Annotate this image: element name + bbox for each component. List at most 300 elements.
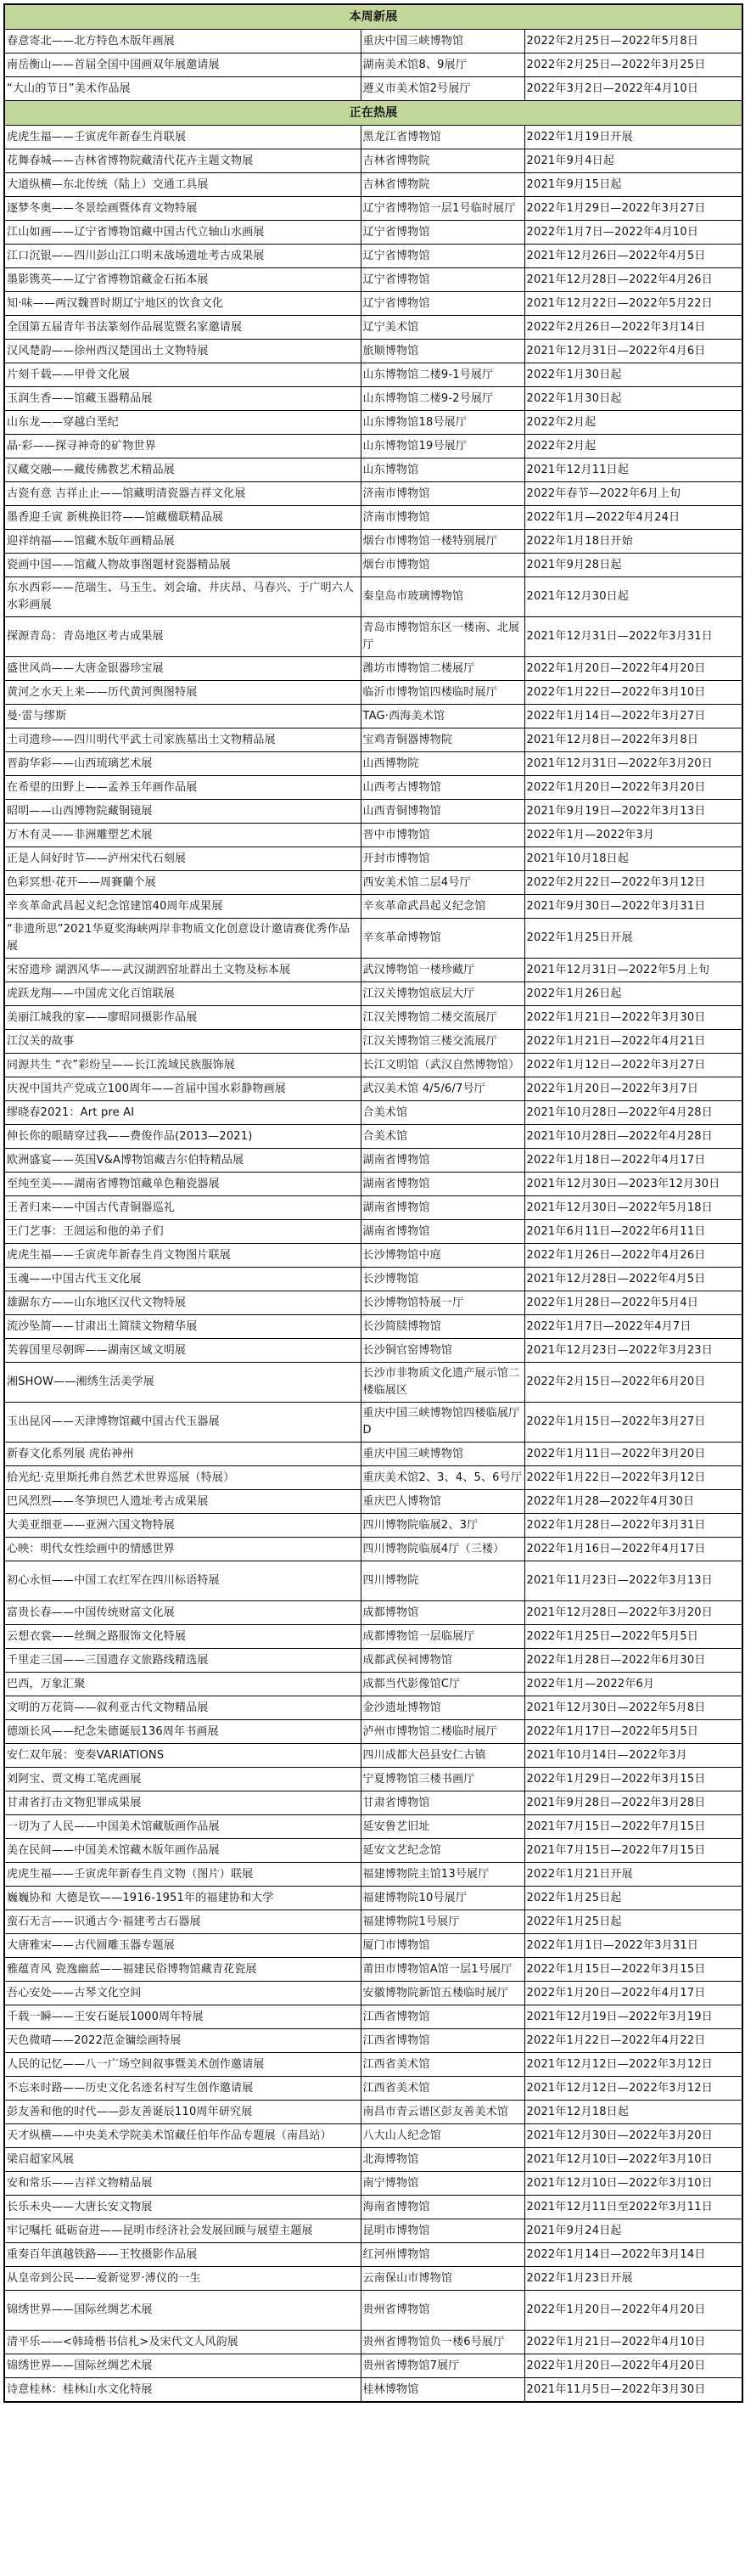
dates-cell: 2022年1月17日—2022年5月5日 [524, 1720, 742, 1744]
table-row [4, 1339, 742, 1363]
exhibition-name-cell: 大美亚细亚——亚洲六国文物特展 [4, 1514, 361, 1538]
venue-cell: 山西考古博物馆 [361, 776, 524, 800]
exhibition-name-cell: 曼·雷与缪斯 [4, 705, 361, 728]
exhibition-name-cell: “大山的节日”美术作品展 [4, 77, 361, 101]
exhibition-name-cell: 逐梦冬奥——冬景绘画暨体育文物特展 [4, 197, 361, 221]
table-row [4, 2029, 742, 2053]
exhibition-name-cell: 巴风烈烈——冬笋坝巴人遗址考古成果展 [4, 1490, 361, 1514]
dates-cell: 2022年1月26日起 [524, 982, 742, 1006]
exhibition-name-cell: 重奏百年滇越铁路——王牧摄影作品展 [4, 2243, 361, 2267]
dates-cell: 2022年1月20日—2022年4月20日 [524, 657, 742, 681]
exhibition-name-cell: 梁启超家风展 [4, 2148, 361, 2172]
table-row [4, 1720, 742, 1744]
table-row [4, 435, 742, 458]
venue-cell: 江汉关博物馆三楼交流展厅 [361, 1030, 524, 1054]
dates-cell: 2021年9月24日起 [524, 2219, 742, 2243]
table-row [4, 1006, 742, 1030]
venue-cell: 南昌市青云谱区彭友善美术馆 [361, 2101, 524, 2124]
venue-cell: 江西省博物馆 [361, 2029, 524, 2053]
table-row [4, 895, 742, 919]
venue-cell: 山东博物馆二楼9-1号展厅 [361, 363, 524, 387]
table-row [4, 1768, 742, 1791]
exhibition-name-cell: 天色微晴——2022范金镛绘画特展 [4, 2029, 361, 2053]
exhibition-name-cell: 王者归来——中国古代青铜器巡礼 [4, 1196, 361, 1220]
table-row [4, 1514, 742, 1538]
dates-cell: 2021年9月28日起 [524, 554, 742, 577]
venue-cell: 黑龙江省博物馆 [361, 126, 524, 149]
dates-cell: 2022年1月29日—2022年3月15日 [524, 1768, 742, 1791]
table-row [4, 1466, 742, 1490]
table-row [4, 657, 742, 681]
exhibition-name-cell: 瓷画中国——馆藏人物故事图题材瓷器精品展 [4, 554, 361, 577]
dates-cell: 2021年12月11日起 [524, 458, 742, 482]
venue-cell: 福建博物院1号展厅 [361, 1910, 524, 1934]
venue-cell: 秦皇岛市玻璃博物馆 [361, 577, 524, 617]
dates-cell: 2022年1月18日—2022年4月17日 [524, 1149, 742, 1173]
exhibition-name-cell: 虎跃龙翔——中国虎文化百馆联展 [4, 982, 361, 1006]
dates-cell: 2022年1月1日—2022年3月31日 [524, 1934, 742, 1958]
exhibition-name-cell: 甘肃省打击文物犯罪成果展 [4, 1791, 361, 1815]
dates-cell: 2021年9月4日起 [524, 149, 742, 173]
exhibition-table-body [4, 4, 742, 2402]
venue-cell: 临沂市博物馆四楼临时展厅 [361, 681, 524, 705]
exhibition-name-cell: 土司遗珍——四川明代平武土司家族墓出土文物精品展 [4, 728, 361, 752]
table-row [4, 681, 742, 705]
dates-cell: 2021年12月8日—2022年3月8日 [524, 728, 742, 752]
table-row [4, 1490, 742, 1514]
venue-cell: 四川博物院临展2、3厅 [361, 1514, 524, 1538]
venue-cell: 长沙博物馆中庭 [361, 1244, 524, 1268]
table-row [4, 1173, 742, 1196]
exhibition-name-cell: 不忘来时路——历史文化名迹名村写生创作邀请展 [4, 2077, 361, 2101]
exhibition-name-cell: 昭明——山西博物院藏铜镜展 [4, 800, 361, 824]
venue-cell: 海南省博物馆 [361, 2196, 524, 2219]
venue-cell: 江西省博物馆 [361, 2005, 524, 2029]
table-row [4, 705, 742, 728]
dates-cell: 2022年春节—2022年6月上旬 [524, 482, 742, 506]
dates-cell: 2022年2月起 [524, 411, 742, 435]
exhibition-name-cell: 伸长你的眼睛穿过我——费俊作品(2013—2021) [4, 1125, 361, 1149]
exhibition-name-cell: 初心永恒——中国工农红军在四川标语特展 [4, 1561, 361, 1601]
venue-cell: 烟台市博物馆一楼特别展厅 [361, 530, 524, 554]
dates-cell: 2021年9月28日—2022年3月28日 [524, 1791, 742, 1815]
dates-cell: 2021年7月15日—2022年7月15日 [524, 1815, 742, 1839]
dates-cell: 2022年1月20日—2022年3月7日 [524, 1077, 742, 1101]
table-row [4, 1934, 742, 1958]
table-row [4, 2267, 742, 2291]
exhibition-name-cell: 虎虎生福——壬寅虎年新春生肖文物（图片）联展 [4, 1863, 361, 1887]
exhibition-name-cell: 知·味——两汉魏晋时期辽宁地区的饮食文化 [4, 292, 361, 316]
dates-cell: 2022年1月7日—2022年4月7日 [524, 1315, 742, 1339]
exhibition-name-cell: 片刻千载——甲骨文化展 [4, 363, 361, 387]
table-row [4, 30, 742, 53]
table-row [4, 1815, 742, 1839]
table-row [4, 1054, 742, 1077]
venue-cell: 吉林省博物院 [361, 173, 524, 197]
venue-cell: 四川博物院临展4厅（三楼） [361, 1538, 524, 1561]
exhibition-name-cell: 长乐未央——大唐长安文物展 [4, 2196, 361, 2219]
venue-cell: 贵州省博物馆 [361, 2291, 524, 2331]
exhibition-name-cell: 拾光纪·克里斯托弗自然艺术世界巡展（特展） [4, 1466, 361, 1490]
dates-cell: 2021年12月19日—2022年3月19日 [524, 2005, 742, 2029]
dates-cell: 2022年1月22日—2022年3月12日 [524, 1466, 742, 1490]
dates-cell: 2022年1月19日开展 [524, 126, 742, 149]
section-title: 正在热展 [4, 101, 742, 126]
venue-cell: 辽宁省博物馆 [361, 268, 524, 292]
dates-cell: 2022年2月26日—2022年3月14日 [524, 316, 742, 340]
exhibition-name-cell: 全国第五届青年书法篆刻作品展览暨名家邀请展 [4, 316, 361, 340]
table-row [4, 847, 742, 871]
exhibition-name-cell: 缪晓春2021：Art pre AI [4, 1101, 361, 1125]
venue-cell: 贵州省博物馆7展厅 [361, 2354, 524, 2378]
exhibition-name-cell: 吾心安处——古琴文化空间 [4, 1982, 361, 2005]
exhibition-name-cell: 汉风楚韵——徐州西汉楚国出土文物特展 [4, 340, 361, 363]
dates-cell: 2022年1月—2022年4月24日 [524, 506, 742, 530]
venue-cell: 合美术馆 [361, 1125, 524, 1149]
venue-cell: 湖南省博物馆 [361, 1220, 524, 1244]
exhibition-name-cell: 汉藏交融——藏传佛教艺术精品展 [4, 458, 361, 482]
table-row [4, 2354, 742, 2378]
dates-cell: 2021年12月28日—2022年4月5日 [524, 1268, 742, 1291]
dates-cell: 2021年12月31日—2022年3月20日 [524, 752, 742, 776]
dates-cell: 2021年9月30日—2022年3月31日 [524, 895, 742, 919]
exhibition-name-cell: 文明的万花筒——叙利亚古代文物精品展 [4, 1696, 361, 1720]
venue-cell: 福建博物院10号展厅 [361, 1887, 524, 1910]
table-row [4, 1538, 742, 1561]
table-row [4, 1244, 742, 1268]
dates-cell: 2022年1月21日—2022年4月10日 [524, 2331, 742, 2354]
venue-cell: 武汉博物馆一楼珍藏厅 [361, 959, 524, 982]
table-row [4, 387, 742, 411]
exhibition-name-cell: 大唐雅宋——古代圆雕玉器专题展 [4, 1934, 361, 1958]
table-row [4, 982, 742, 1006]
table-row [4, 2077, 742, 2101]
venue-cell: 长沙博物馆特展一厅 [361, 1291, 524, 1315]
dates-cell: 2021年12月18日起 [524, 2101, 742, 2124]
dates-cell: 2022年1月21日—2022年4月21日 [524, 1030, 742, 1054]
dates-cell: 2022年1月23日开展 [524, 2267, 742, 2291]
table-row [4, 1101, 742, 1125]
dates-cell: 2021年12月28日—2022年3月20日 [524, 1601, 742, 1625]
exhibition-name-cell: 墨香迎壬寅 新桃换旧符——馆藏楹联精品展 [4, 506, 361, 530]
table-row [4, 530, 742, 554]
dates-cell: 2022年2月25日—2022年5月8日 [524, 30, 742, 53]
dates-cell: 2021年10月28日—2022年4月28日 [524, 1101, 742, 1125]
table-row [4, 1196, 742, 1220]
dates-cell: 2021年12月30日—2022年3月20日 [524, 2124, 742, 2148]
exhibition-name-cell: 千里走三国——三国遗存文旅路线精选展 [4, 1649, 361, 1673]
table-row [4, 1791, 742, 1815]
exhibition-name-cell: 牢记嘱托 砥砺奋进——昆明市经济社会发展回顾与展望主题展 [4, 2219, 361, 2243]
section-header-row [4, 101, 742, 126]
exhibition-name-cell: 流沙坠简——甘肃出土简牍文物精华展 [4, 1315, 361, 1339]
table-row [4, 268, 742, 292]
dates-cell: 2021年12月23日—2022年3月23日 [524, 1339, 742, 1363]
table-row [4, 577, 742, 617]
venue-cell: 辛亥革命武昌起义纪念馆 [361, 895, 524, 919]
table-row [4, 1561, 742, 1601]
venue-cell: 重庆中国三峡博物馆四楼临展厅D [361, 1403, 524, 1443]
venue-cell: 山东博物馆 [361, 458, 524, 482]
table-row [4, 53, 742, 77]
venue-cell: 四川成都大邑县安仁古镇 [361, 1744, 524, 1768]
table-row [4, 1601, 742, 1625]
venue-cell: 湖南省博物馆 [361, 1196, 524, 1220]
venue-cell: 济南市博物馆 [361, 482, 524, 506]
table-row [4, 2005, 742, 2029]
venue-cell: 旅顺博物馆 [361, 340, 524, 363]
dates-cell: 2022年1月14日—2022年3月27日 [524, 705, 742, 728]
venue-cell: 长沙简牍博物馆 [361, 1315, 524, 1339]
exhibition-name-cell: 安仁双年展：变奏VARIATIONS [4, 1744, 361, 1768]
venue-cell: 长江文明馆（武汉自然博物馆） [361, 1054, 524, 1077]
exhibition-name-cell: 诗意桂林：桂林山水文化特展 [4, 2378, 361, 2403]
dates-cell: 2021年12月30日起 [524, 577, 742, 617]
table-row [4, 1149, 742, 1173]
table-row [4, 824, 742, 847]
dates-cell: 2022年2月25日—2022年3月25日 [524, 53, 742, 77]
dates-cell: 2022年1月26日—2022年4月26日 [524, 1244, 742, 1268]
dates-cell: 2022年1月25日—2022年5月5日 [524, 1625, 742, 1649]
dates-cell: 2022年1月20日—2022年4月20日 [524, 2291, 742, 2331]
venue-cell: 辛亥革命博物馆 [361, 919, 524, 959]
exhibition-name-cell: 天才纵横——中央美术学院美术馆藏任伯年作品专题展（南昌站） [4, 2124, 361, 2148]
dates-cell: 2021年12月30日—2023年12月30日 [524, 1173, 742, 1196]
section-title: 本周新展 [4, 4, 742, 30]
table-row [4, 1315, 742, 1339]
venue-cell: TAG·西海美术馆 [361, 705, 524, 728]
table-row [4, 1839, 742, 1863]
dates-cell: 2021年12月31日—2022年3月31日 [524, 617, 742, 657]
table-row [4, 1696, 742, 1720]
table-row [4, 292, 742, 316]
dates-cell: 2022年1月20日—2022年4月20日 [524, 2354, 742, 2378]
dates-cell: 2022年1月20日—2022年4月17日 [524, 1982, 742, 2005]
table-row [4, 1625, 742, 1649]
exhibition-name-cell: 一切为了人民——中国美术馆藏版画作品展 [4, 1815, 361, 1839]
exhibition-name-cell: 欧洲盛宴——英国V&A博物馆藏吉尔伯特精品展 [4, 1149, 361, 1173]
dates-cell: 2022年1月7日—2022年4月10日 [524, 221, 742, 245]
dates-cell: 2021年12月31日—2022年5月上旬 [524, 959, 742, 982]
dates-cell: 2021年12月12日—2022年3月12日 [524, 2077, 742, 2101]
dates-cell: 2021年10月18日起 [524, 847, 742, 871]
exhibition-name-cell: 宋窑遗珍 湖泗风华——武汉湖泗窑址群出土文物及标本展 [4, 959, 361, 982]
exhibition-name-cell: 探源青岛：青岛地区考古成果展 [4, 617, 361, 657]
table-row [4, 1958, 742, 1982]
table-row [4, 411, 742, 435]
venue-cell: 成都当代影像馆C厅 [361, 1673, 524, 1696]
venue-cell: 遵义市美术馆2号展厅 [361, 77, 524, 101]
dates-cell: 2022年1月25日开展 [524, 919, 742, 959]
table-row [4, 2331, 742, 2354]
dates-cell: 2021年10月14日—2022年3月 [524, 1744, 742, 1768]
venue-cell: 辽宁省博物馆 [361, 221, 524, 245]
table-row [4, 2124, 742, 2148]
exhibition-name-cell: 云想衣裳——丝绸之路服饰文化特展 [4, 1625, 361, 1649]
table-row [4, 482, 742, 506]
exhibition-name-cell: 雅蕴青风 瓷逸幽蓝——福建民俗博物馆藏青花瓷展 [4, 1958, 361, 1982]
table-row [4, 77, 742, 101]
venue-cell: 辽宁省博物馆一层1号临时展厅 [361, 197, 524, 221]
venue-cell: 晋中市博物馆 [361, 824, 524, 847]
exhibition-name-cell: 从皇帝到公民——爱新觉罗·溥仪的一生 [4, 2267, 361, 2291]
table-row [4, 2101, 742, 2124]
table-row [4, 617, 742, 657]
table-row [4, 245, 742, 268]
venue-cell: 四川博物院 [361, 1561, 524, 1601]
venue-cell: 延安文艺纪念馆 [361, 1839, 524, 1863]
exhibition-name-cell: 湘SHOW——湘绣生活美学展 [4, 1363, 361, 1403]
table-row [4, 340, 742, 363]
table-row [4, 1403, 742, 1443]
exhibition-name-cell: 德颂长风——纪念朱德诞辰136周年书画展 [4, 1720, 361, 1744]
dates-cell: 2022年2月起 [524, 435, 742, 458]
table-row [4, 776, 742, 800]
dates-cell: 2022年1月—2022年3月 [524, 824, 742, 847]
exhibition-name-cell: 春意寄北——北方特色木版年画展 [4, 30, 361, 53]
dates-cell: 2022年1月29日—2022年3月27日 [524, 197, 742, 221]
exhibition-name-cell: 清平乐——<韩琦楷书信札>及宋代文人风韵展 [4, 2331, 361, 2354]
dates-cell: 2022年1月25日起 [524, 1887, 742, 1910]
table-row [4, 1673, 742, 1696]
venue-cell: 重庆中国三峡博物馆 [361, 1443, 524, 1466]
venue-cell: 贵州省博物馆负一楼6号展厅 [361, 2331, 524, 2354]
table-row [4, 363, 742, 387]
venue-cell: 吉林省博物院 [361, 149, 524, 173]
venue-cell: 辽宁美术馆 [361, 316, 524, 340]
table-row [4, 1982, 742, 2005]
venue-cell: 江汉关博物馆二楼交流展厅 [361, 1006, 524, 1030]
table-row [4, 2378, 742, 2403]
table-row [4, 1030, 742, 1054]
table-row [4, 197, 742, 221]
venue-cell: 八大山人纪念馆 [361, 2124, 524, 2148]
dates-cell: 2021年12月10日—2022年3月10日 [524, 2172, 742, 2196]
dates-cell: 2022年1月28日—2022年6月30日 [524, 1649, 742, 1673]
dates-cell: 2022年1月21日开展 [524, 1863, 742, 1887]
dates-cell: 2022年2月22日—2022年3月12日 [524, 871, 742, 895]
dates-cell: 2021年12月26日—2022年4月5日 [524, 245, 742, 268]
venue-cell: 北海博物馆 [361, 2148, 524, 2172]
dates-cell: 2022年1月18日开始 [524, 530, 742, 554]
dates-cell: 2022年1月16日—2022年4月17日 [524, 1538, 742, 1561]
venue-cell: 昆明市博物馆 [361, 2219, 524, 2243]
dates-cell: 2021年12月30日—2022年5月8日 [524, 1696, 742, 1720]
dates-cell: 2022年1月25日起 [524, 1910, 742, 1934]
exhibition-name-cell: 同源共生 “衣”彩纷呈——长江流域民族服饰展 [4, 1054, 361, 1077]
venue-cell: 甘肃省博物馆 [361, 1791, 524, 1815]
table-row [4, 871, 742, 895]
table-row [4, 1863, 742, 1887]
table-row [4, 728, 742, 752]
venue-cell: 长沙博物馆 [361, 1268, 524, 1291]
exhibition-name-cell: 晋韵华彩——山西琉璃艺术展 [4, 752, 361, 776]
exhibition-name-cell: 巴西，万象汇聚 [4, 1673, 361, 1696]
venue-cell: 云南保山市博物馆 [361, 2267, 524, 2291]
dates-cell: 2021年9月15日起 [524, 173, 742, 197]
venue-cell: 湖南美术馆8、9展厅 [361, 53, 524, 77]
exhibition-name-cell: 虎虎生福——壬寅虎年新春生肖联展 [4, 126, 361, 149]
table-row [4, 1220, 742, 1244]
exhibition-name-cell: 晶·彩——探寻神奇的矿物世界 [4, 435, 361, 458]
exhibition-name-cell: 彭友善和他的时代——彭友善诞辰110周年研究展 [4, 2101, 361, 2124]
table-row [4, 1910, 742, 1934]
dates-cell: 2021年12月30日—2022年5月18日 [524, 1196, 742, 1220]
venue-cell: 山西博物院 [361, 752, 524, 776]
dates-cell: 2021年9月19日—2022年3月13日 [524, 800, 742, 824]
table-row [4, 752, 742, 776]
exhibition-name-cell: 江汉关的故事 [4, 1030, 361, 1054]
dates-cell: 2022年3月2日—2022年4月10日 [524, 77, 742, 101]
venue-cell: 桂林博物馆 [361, 2378, 524, 2403]
venue-cell: 红河州博物馆 [361, 2243, 524, 2267]
venue-cell: 湖南省博物馆 [361, 1173, 524, 1196]
exhibition-name-cell: 花舞春城——吉林省博物院藏清代花卉主题文物展 [4, 149, 361, 173]
table-row [4, 959, 742, 982]
exhibition-name-cell: 江山如画——辽宁省博物馆藏中国古代立轴山水画展 [4, 221, 361, 245]
dates-cell: 2022年1月22日—2022年3月10日 [524, 681, 742, 705]
exhibition-name-cell: 辛亥革命武昌起义纪念馆建馆40周年成果展 [4, 895, 361, 919]
table-row [4, 316, 742, 340]
exhibition-name-cell: 盛世风尚——大唐金银器珍宝展 [4, 657, 361, 681]
table-row [4, 1649, 742, 1673]
exhibition-name-cell: 江口沉银——四川彭山江口明末战场遗址考古成果展 [4, 245, 361, 268]
table-row [4, 173, 742, 197]
exhibition-name-cell: 玉润生香——馆藏玉器精品展 [4, 387, 361, 411]
venue-cell: 福建博物院主馆13号展厅 [361, 1863, 524, 1887]
venue-cell: 金沙遗址博物馆 [361, 1696, 524, 1720]
dates-cell: 2021年10月28日—2022年4月28日 [524, 1125, 742, 1149]
venue-cell: 江西省美术馆 [361, 2053, 524, 2077]
venue-cell: 长沙铜官窑博物馆 [361, 1339, 524, 1363]
table-row [4, 2219, 742, 2243]
venue-cell: 南宁博物馆 [361, 2172, 524, 2196]
exhibition-name-cell: 墨影镌英——辽宁省博物馆藏金石拓本展 [4, 268, 361, 292]
exhibition-name-cell: 正是人间好时节——泸州宋代石刻展 [4, 847, 361, 871]
table-row [4, 506, 742, 530]
venue-cell: 重庆美术馆2、3、4、5、6号厅 [361, 1466, 524, 1490]
venue-cell: 厦门市博物馆 [361, 1934, 524, 1958]
table-row [4, 919, 742, 959]
exhibition-name-cell: 刘阿宝、贾文梅工笔虎画展 [4, 1768, 361, 1791]
exhibition-name-cell: 色彩冥想·花开——周賽蘭个展 [4, 871, 361, 895]
venue-cell: 山东博物馆二楼9-2号展厅 [361, 387, 524, 411]
exhibition-name-cell: 美在民间——中国美术馆藏木版年画作品展 [4, 1839, 361, 1863]
venue-cell: 济南市博物馆 [361, 506, 524, 530]
table-row [4, 221, 742, 245]
exhibition-name-cell: 巍巍协和 大德是钦——1916-1951年的福建协和大学 [4, 1887, 361, 1910]
venue-cell: 成都博物馆 [361, 1601, 524, 1625]
dates-cell: 2021年12月28日—2022年4月26日 [524, 268, 742, 292]
exhibition-name-cell: 至纯至美——湖南省博物馆藏单色釉瓷器展 [4, 1173, 361, 1196]
exhibition-name-cell: 南岳衡山——首届全国中国画双年展邀请展 [4, 53, 361, 77]
exhibition-name-cell: 东水西彩——范瑞生、马玉生、刘会瑜、井庆昂、马春兴、于广明六人水彩画展 [4, 577, 361, 617]
dates-cell: 2022年1月28日—2022年3月31日 [524, 1514, 742, 1538]
table-row [4, 2148, 742, 2172]
dates-cell: 2021年12月12日—2022年3月12日 [524, 2053, 742, 2077]
dates-cell: 2021年12月11日至2022年3月11日 [524, 2196, 742, 2219]
exhibition-name-cell: 锦绣世界——国际丝绸艺术展 [4, 2291, 361, 2331]
venue-cell: 潍坊市博物馆二楼展厅 [361, 657, 524, 681]
table-row [4, 1363, 742, 1403]
exhibition-table [3, 3, 743, 2403]
venue-cell: 青岛市博物馆东区一楼南、北展厅 [361, 617, 524, 657]
exhibition-name-cell: 玉出昆冈——天津博物馆藏中国古代玉器展 [4, 1403, 361, 1443]
exhibition-name-cell: 新春文化系列展 虎佑神州 [4, 1443, 361, 1466]
table-row [4, 2196, 742, 2219]
venue-cell: 江西省美术馆 [361, 2077, 524, 2101]
dates-cell: 2022年1月12日—2022年3月27日 [524, 1054, 742, 1077]
